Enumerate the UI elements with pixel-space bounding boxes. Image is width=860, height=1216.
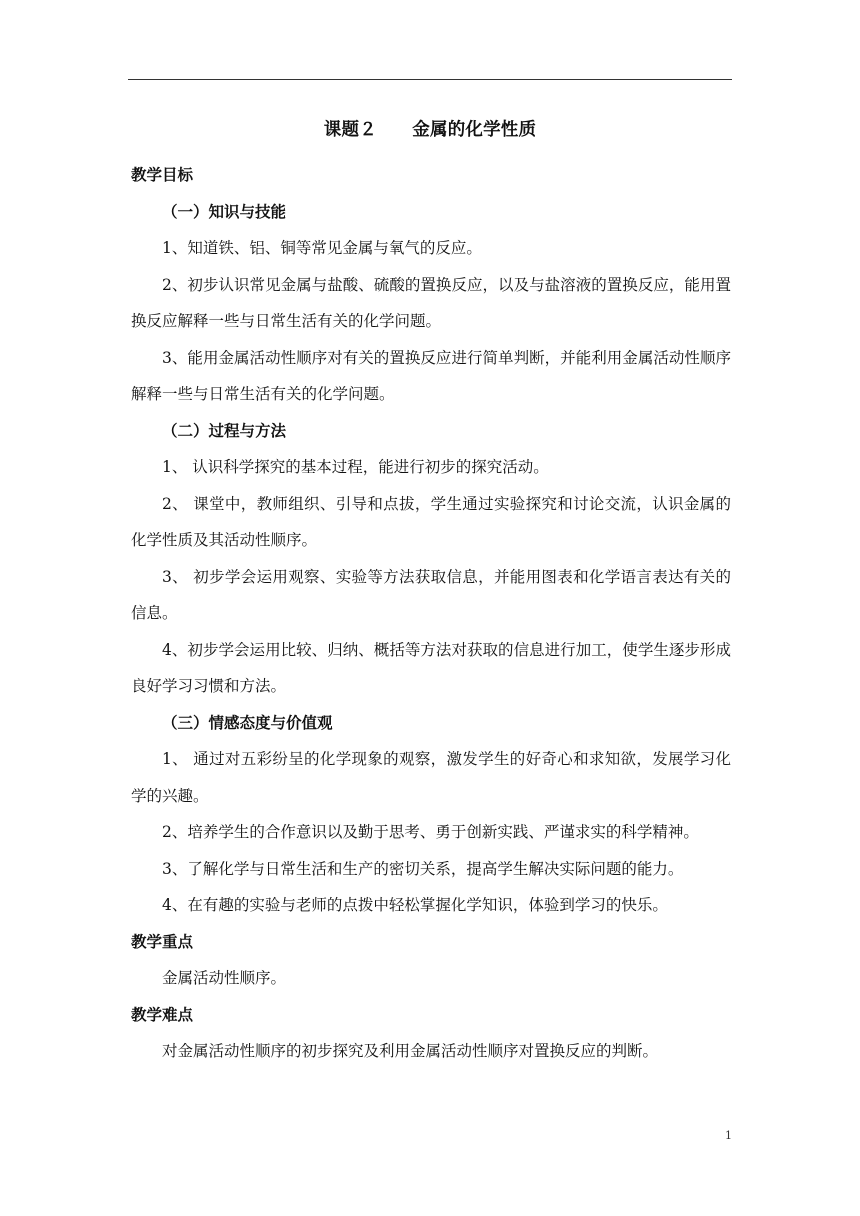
emotion-heading: （三）情感态度与价值观 — [162, 712, 333, 732]
difficulty-heading: 教学难点 — [131, 1004, 194, 1024]
header-rule — [128, 79, 732, 80]
emotion-item: 1、 通过对五彩纷呈的化学现象的观察，激发学生的好奇心和求知欲，发展学习化学的兴趣。 — [131, 750, 731, 805]
key-point-text: 金属活动性顺序。 — [162, 969, 287, 987]
emotion-item: 3、了解化学与日常生活和生产的密切关系，提高学生解决实际问题的能力。 — [162, 859, 684, 878]
process-item: 4、初步学会运用比较、归纳、概括等方法对获取的信息进行加工，使学生逐步形成良好学习习惯和方法。 — [131, 640, 731, 695]
objectives-heading: 教学目标 — [131, 165, 194, 184]
difficulty-text: 对金属活动性顺序的初步探究及利用金属活动性顺序对置换反应的判断。 — [162, 1042, 659, 1060]
process-heading: （二）过程与方法 — [162, 420, 287, 440]
document-title: 课题２ 金属的化学性质 — [323, 120, 537, 140]
page-number: 1 — [725, 1129, 732, 1142]
document-body — [131, 157, 731, 1070]
process-item: 3、 初步学会运用观察、实验等方法获取信息，并能用图表和化学语言表达有关的信息。 — [131, 567, 731, 622]
knowledge-item: 1、知道铁、铝、铜等常见金属与氧气的反应。 — [162, 239, 482, 257]
knowledge-item: 2、初步认识常见金属与盐酸、硫酸的置换反应，以及与盐溶液的置换反应，能用置换反应解释一些与日常生活有关的化学问题。 — [131, 275, 731, 330]
emotion-item: 4、在有趣的实验与老师的点拨中轻松掌握化学知识，体验到学习的快乐。 — [162, 896, 668, 914]
knowledge-heading: （一）知识与技能 — [162, 201, 287, 221]
knowledge-item: 3、能用金属活动性顺序对有关的置换反应进行简单判断，并能利用金属活动性顺序解释一些与日常生活有关的化学问题。 — [131, 348, 731, 403]
emotion-item: 2、培养学生的合作意识以及勤于思考、勇于创新实践、严谨求实的科学精神。 — [162, 823, 699, 841]
key-point-heading: 教学重点 — [131, 931, 194, 951]
process-item: 2、 课堂中，教师组织、引导和点拔，学生通过实验探究和讨论交流，认识金属的化学性质及其活动性顺序。 — [131, 494, 731, 549]
process-item: 1、 认识科学探究的基本过程，能进行初步的探究活动。 — [162, 458, 549, 476]
